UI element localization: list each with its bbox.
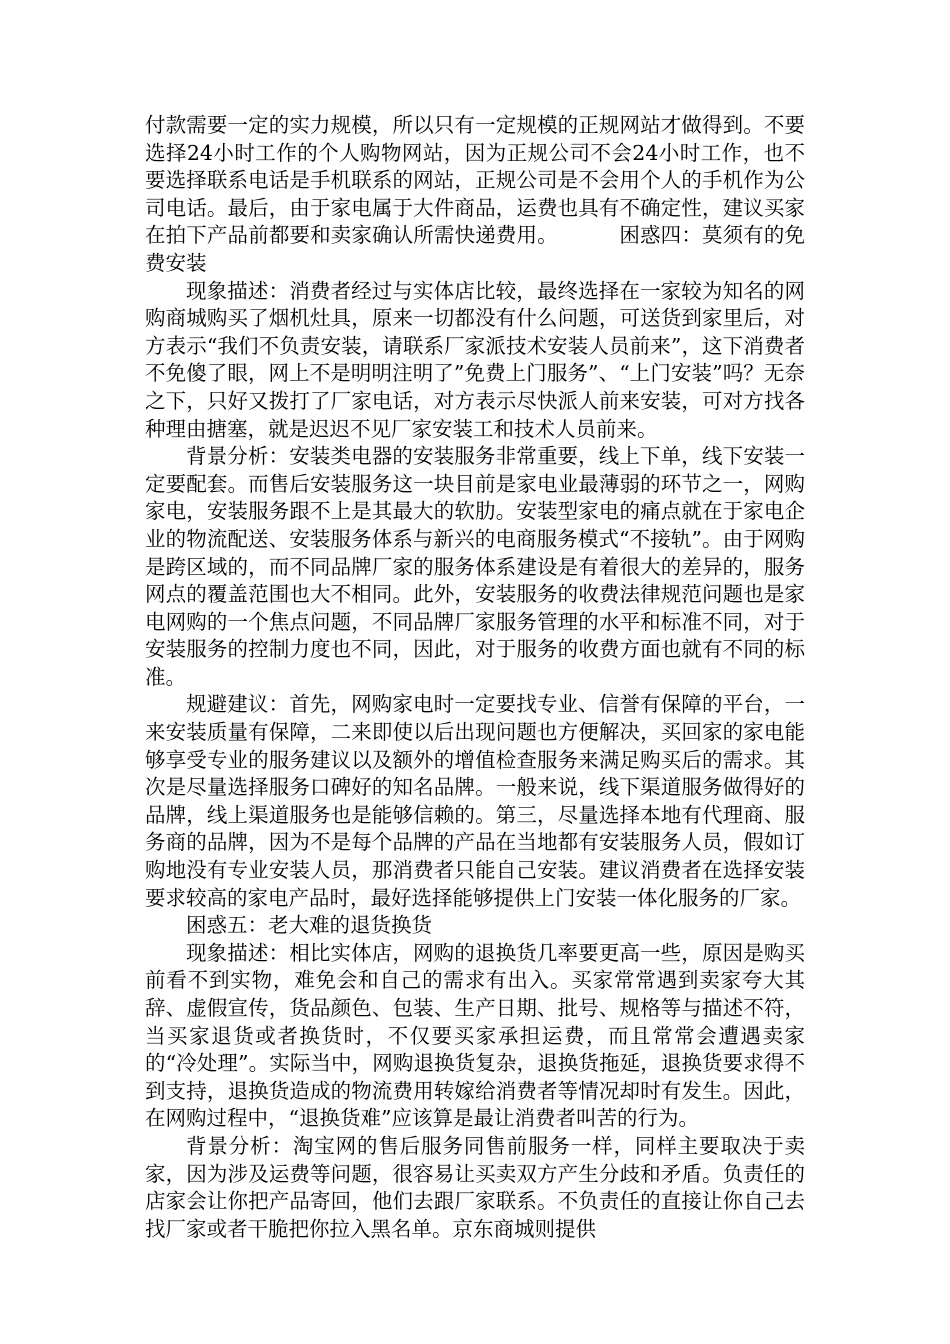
paragraph-phenomenon-4: 现象描述：消费者经过与实体店比较，最终选择在一家较为知名的网购商城购买了烟机灶具，原来一切都没有什么问题，可送货到家里后，对方表示“我们不负责安装，请联系厂家派技术安装人员前来”，这下消费者不免傻了眼，网上不是明明注明了”免费上门服务”、“上门安装”吗？无奈之下，只好又拨打了厂家电话，对方表示尽快派人前来安装，可对方找各种理由搪塞，就是迟迟不见厂家安装工和技术人员前来。 bbox=[145, 278, 805, 441]
paragraph-advice-4: 规避建议：首先，网购家电时一定要找专业、信誉有保障的平台，一来安装质量有保障，二来即使以后出现问题也方便解决，买回家的家电能够享受专业的服务建议以及额外的增值检查服务来满足购买后的需求。其次是尽量选择服务口碑好的知名品牌。一般来说，线下渠道服务做得好的品牌，线上渠道服务也是能够信赖的。第三，尽量选择本地有代理商、服务商的品牌，因为不是每个品牌的产品在当地都有安装服务人员，假如订购地没有专业安装人员，那消费者只能自己安装。建议消费者在选择安装要求较高的家电产品时，最好选择能够提供上门安装一体化服务的厂家。 bbox=[145, 692, 805, 910]
paragraph-background-4: 背景分析：安装类电器的安装服务非常重要，线上下单，线下安装一定要配套。而售后安装服务这一块目前是家电业最薄弱的环节之一，网购家电，安装服务跟不上是其最大的软肋。安装型家电的痛点就在于家电企业的物流配送、安装服务体系与新兴的电商服务模式“不接轨”。由于网购是跨区域的，而不同品牌厂家的服务体系建设是有着很大的差异的，服务网点的覆盖范围也大不相同。此外，安装服务的收费法律规范问题也是家电网购的一个焦点问题，不同品牌厂家服务管理的水平和标准不同，对于安装服务的控制力度也不同，因此，对于服务的收费方面也就有不同的标准。 bbox=[145, 444, 805, 689]
paragraph-background-5: 背景分析：淘宝网的售后服务同售前服务一样，同样主要取决于卖家，因为涉及运费等问题，很容易让买卖双方产生分歧和矛盾。负责任的店家会让你把产品寄回，他们去跟厂家联系。不负责任的直接让你自己去找厂家或者干脆把你拉入黑名单。京东商城则提供 bbox=[145, 1133, 805, 1241]
section-heading-5: 困惑五：老大难的退货换货 bbox=[186, 913, 432, 938]
section-heading-4: 困惑四：莫须有的免费安装 bbox=[145, 223, 806, 275]
paragraph-payment bbox=[145, 112, 805, 278]
paragraph-text: 付款需要一定的实力规模，所以只有一定规模的正规网站才做得到。不要选择24小时工作的个人购物网站，因为正规公司不会24小时工作，也不要选择联系电话是手机联系的网站，正规公司是不会用个人的手机作为公司电话。最后，由于家电属于大件商品，运费也具有不确定性，建议买家在拍下产品前都要和卖家确认所需快递费用。 bbox=[145, 113, 805, 248]
paragraph-phenomenon-5: 现象描述：相比实体店，网购的退换货几率要更高一些，原因是购买前看不到实物，难免会和自己的需求有出入。买家常常遇到卖家夸大其辞、虚假宣传，货品颜色、包装、生产日期、批号、规格等与描述不符，当买家退货或者换货时，不仅要买家承担运费，而且常常会遭遇卖家的“冷处理”。实际当中，网购退换货复杂，退换货拖延，退换货要求得不到支持，退换货造成的物流费用转嫁给消费者等情况却时有发生。因此，在网购过程中，“退换货难”应该算是最让消费者叫苦的行为。 bbox=[145, 940, 805, 1131]
document-body bbox=[145, 112, 805, 1243]
